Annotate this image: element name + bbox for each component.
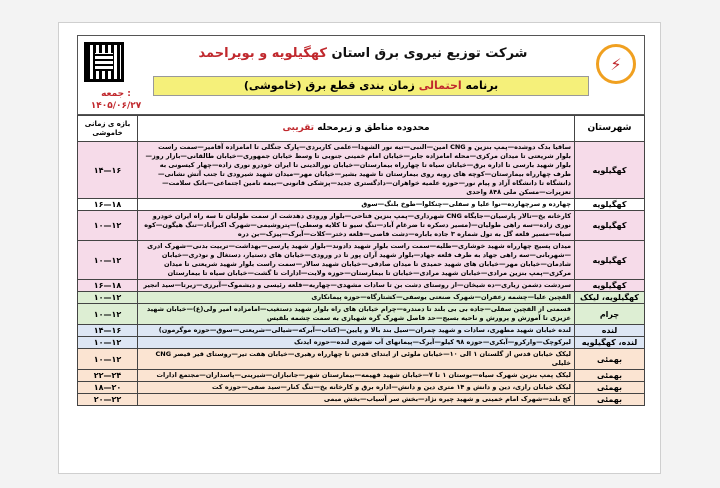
area-cell: القچین علیا—چشمه زعفران—شهرک صنعتی یوسفی—کشتارگاه—حوزه پیمانکاری <box>138 292 575 304</box>
qr-code-icon <box>84 42 124 82</box>
area-cell: کج بلند—شهرک امام خمینی و شهید چیره نژاد—بخش سر آسیاب—بخش مبمی <box>138 394 575 406</box>
area-cell: لیکک پمپ بنزین شهرک سیاه—بوستان ۱ تا ۷—خیابان شهید قهیمه—بیمارستان شهر—جانبازان—شیرینی—پاسداران—مجتمع ادارات <box>138 370 575 382</box>
area-cell: لیکک خیابان قدس از گلستان ۱ الی ۱۰—خیابان ملوئی از ابتدای قدس تا چهارراه رهبری—خیابان هفت تیر—روستای قیر قیصر CNG خلیلی <box>138 349 575 370</box>
date-label: ۱۴۰۵/۰۶/۲۷ <box>90 101 142 111</box>
area-cell: لیرکوچک—وارکرو—آبکری—حوزه ۹۸ کیلو—آبرک—پیمانهای آب شهری لنده—حوزه ایدنک <box>138 337 575 349</box>
col-area-header: محدوده مناطق و زیرمحله تقریبی <box>138 116 575 142</box>
city-cell: بهمئی <box>575 349 645 370</box>
city-cell: لنده <box>575 325 645 337</box>
table-row <box>78 349 645 370</box>
table-row <box>78 337 645 349</box>
area-cell: میدان پسیج چهارراه شهید خوشاری—طلیه—سمت راست بلوار شهید دادوند—بلوار شهید پارسی—بهداشت—تربیت بدنی—شهرک ادری—شهربانی—سه راهی جهاد به طرف قلعه جهاد—بلوار شهید آران پور تا در ورودی—خیابان های دستیار، دستغال و نوذری—خیابان شادمان—خیابان مهر—خیابان های شهید حمیدی تا میدان صادقی—خیابان شهید سالار—سمت راست بلوار شهید شریعتی تا میدان مرکزی—پمپ بنزین مرادی—خیابان شهید مرادی—خیابان تا بیمارستان—حوزه ولایت—ادارات تا گشت—خیابان سیاه تا بیمارستان <box>138 241 575 280</box>
city-cell: کهگیلویه <box>575 241 645 280</box>
company-name: شرکت توزیع نیروی برق استان کهگیلویه و بویراحمد <box>198 46 528 61</box>
area-cell: قسمتی از القچین سفلی—جاده بی بی بلند تا دمندره—چرام خیابان های راه بلوار شهید دستغیب—امامزاده امیر ولی(ع)—خیابان شهید عزیزی تا آموزش و پرورش و ناحیه بسیج—حد فاصل شهرک گره شهبازی به سمت چشمه بلقیس <box>138 304 575 325</box>
table-row <box>78 370 645 382</box>
city-cell: بهمئی <box>575 394 645 406</box>
time-cell: ۱۰—۱۲ <box>78 211 138 241</box>
city-cell: چرام <box>575 304 645 325</box>
table-row <box>78 325 645 337</box>
col-city-header: شهرستان <box>575 116 645 142</box>
outage-table <box>77 115 645 406</box>
area-cell: چهارده و سرچهارده—نوا علیا و سفلی—چنکلوا—طوخ بلنگ—سوق <box>138 199 575 211</box>
table-header-row <box>78 116 645 142</box>
utility-logo-icon: ⚡ <box>596 44 636 84</box>
city-cell: کهگیلویه <box>575 199 645 211</box>
date-box <box>82 88 150 114</box>
city-cell: بهمئی <box>575 370 645 382</box>
city-cell: کهگیلویه <box>575 280 645 292</box>
time-cell: ۱۶—۱۸ <box>78 199 138 211</box>
city-cell: بهمئی <box>575 382 645 394</box>
table-row <box>78 304 645 325</box>
time-cell: ۲۰—۲۲ <box>78 394 138 406</box>
table-row <box>78 142 645 199</box>
time-cell: ۱۰—۱۲ <box>78 292 138 304</box>
area-cell: کارخانه یخ—تالار پارسیان—جایگاه CNG شهرداری—پمپ بنزین فتاحی—بلوار ورودی دهدشت از سمت طولیان تا سه راه ایران خودرو نوری زاده—سه راهی طولیان—(مسیر دسکره تا ضرغام آباد—تنگ سیو تا کلایه وسطی)—پتروشیمی—شهرک اکبرآباد—تنگ هیگون—کوه سیاه—مسیر قلعه گل به تول شماره ۳ جاده باباره—دشت قاصی—قلعه دختر—کلات—آبرک—پیزک—بن دره <box>138 211 575 241</box>
time-cell: ۱۰—۱۲ <box>78 304 138 325</box>
table-row <box>78 211 645 241</box>
schedule-title: برنامه احتمالی زمان بندی قطع برق (خاموشی) <box>153 76 589 96</box>
table-row <box>78 382 645 394</box>
time-cell: ۱۰—۱۲ <box>78 241 138 280</box>
time-cell: ۱۸—۲۰ <box>78 382 138 394</box>
area-cell: لیکک خیابان رازی، دین و دانش و ۱۴ متری دین و دانش—اداره برق و کارخانه یخ—تنگ کنار—سید صفی—حوزه کت <box>138 382 575 394</box>
city-cell: کهگیلویه <box>575 142 645 199</box>
document-header <box>77 35 645 115</box>
area-cell: سردشت دشمن زیاری—ده شیخان—از روستای دشت بن تا سادات مشهدی—چهاربه—قلعه رئیسی و دیشموک—آبرزی—زیرتا—سید انجیر <box>138 280 575 292</box>
col-time-header: بازه ی زمانی خاموشی <box>78 116 138 142</box>
time-cell: ۱۰—۱۲ <box>78 337 138 349</box>
table-row <box>78 394 645 406</box>
time-cell: ۱۰—۱۲ <box>78 349 138 370</box>
time-cell: ۱۶—۱۸ <box>78 280 138 292</box>
city-cell: لنده، کهگیلویه <box>575 337 645 349</box>
table-row <box>78 241 645 280</box>
schedule-document <box>58 22 661 474</box>
city-cell: کهگیلویه <box>575 211 645 241</box>
time-cell: ۲۲—۲۴ <box>78 370 138 382</box>
table-row <box>78 292 645 304</box>
time-cell: ۱۴—۱۶ <box>78 142 138 199</box>
table-row <box>78 199 645 211</box>
table-row <box>78 280 645 292</box>
day-label: جمعه : <box>101 89 131 99</box>
area-cell: ساقیا بدک دوشده—پمپ بنزین و CNG امین—النبی—تیه نور الشهدا—علمی کاربردی—پارک جنگلی تا امامزاده آقامیر—سمت راست بلوار شریعتی تا میدان مرکزی—محله امامزاده جابر—خیابان امام خمینی جنوبی تا وسط خیابان جمهوری—خیابان طالقانی—بازار روز—بلوار شهید بارسی تا اداره برق—خیابان سیاه تا چهارراه بیمارستان—خیابان نورالدینی تا ایران خودرو نوری زاده—چهار کیسونی به طرف چهارراه بیمارستان—کوچه های روبه روی بیمارستان تا شهید بشیر—خیابان مهر—میدان شهید شیرودی تا جنب آتش نشانی—دانشگاه تا دانشگاه آزاد و پیام نور—حوزه علمیه خواهران—دادگستری جدید—پزشکی قانونی—بیمه تامین اجتماعی—بانک سلامت—تعزیرات—مسکن ملی ۸۴۸ واحدی <box>138 142 575 199</box>
city-cell: کهگیلویه، لیکک <box>575 292 645 304</box>
area-cell: لنده خیابان شهید مطهری، سادات و شهید چمران—سیل بند بالا و پایین—(کتاب—آبرکه—شیالی—شریعتی—سوق—حوزه موگرمون) <box>138 325 575 337</box>
time-cell: ۱۴—۱۶ <box>78 325 138 337</box>
